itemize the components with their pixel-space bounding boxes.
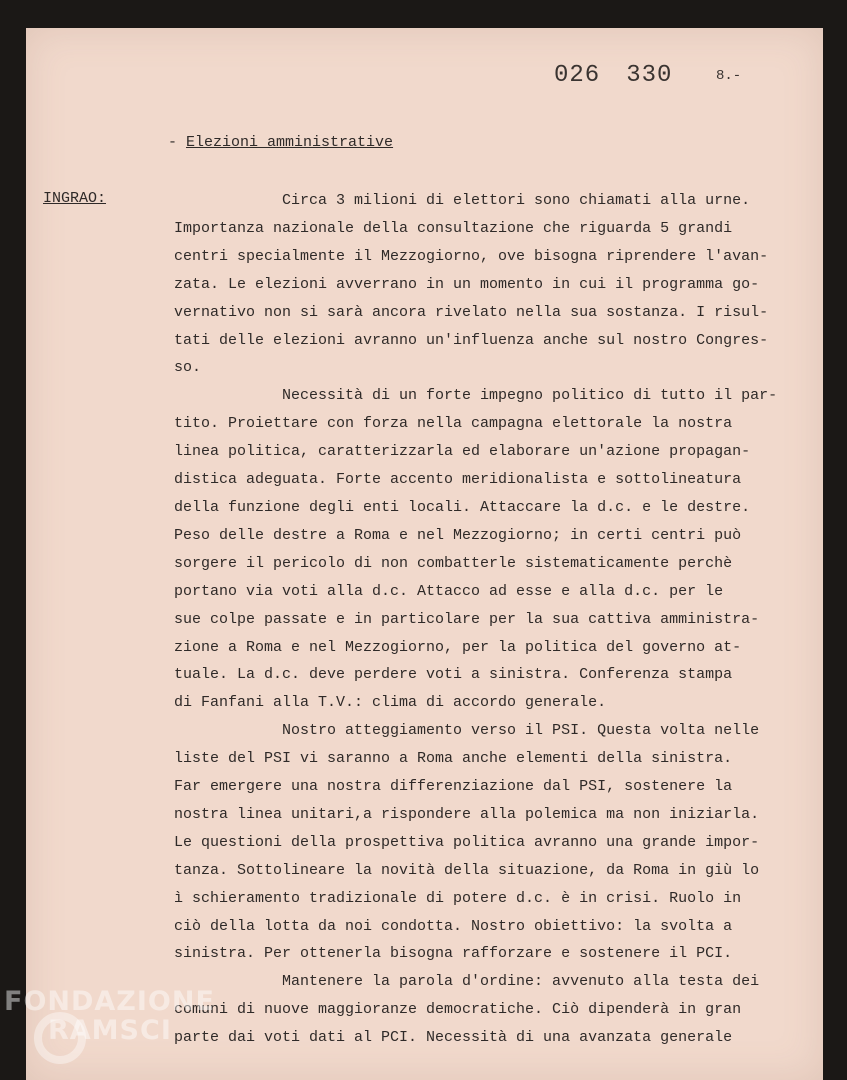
text-line: ì schieramento tradizionale di potere d.c. è in crisi. Ruolo in — [174, 889, 742, 907]
text-line: Mantenere la parola d'ordine: avvenuto alla testa dei — [174, 973, 760, 991]
text-line: parte dai voti dati al PCI. Necessità di una avanzata generale — [174, 1029, 733, 1047]
archive-number — [554, 62, 672, 89]
text-line: Importanza nazionale della consultazione che riguarda 5 grandi — [174, 219, 733, 237]
text-line: zione a Roma e nel Mezzogiorno, per la politica del governo at- — [174, 638, 742, 656]
text-line: vernativo non si sarà ancora rivelato nella sua sostanza. I risul- — [174, 303, 769, 321]
text-line: centri specialmente il Mezzogiorno, ove bisogna riprendere l'avan- — [174, 247, 769, 265]
text-line: Nostro atteggiamento verso il PSI. Questa volta nelle — [174, 722, 760, 740]
text-line: liste del PSI vi saranno a Roma anche elementi della sinistra. — [174, 750, 733, 768]
text-line: portano via voti alla d.c. Attacco ad esse e alla d.c. per le — [174, 582, 724, 600]
text-line: della funzione degli enti locali. Attaccare la d.c. e le destre. — [174, 498, 751, 516]
text-line: Le questioni della prospettiva politica avranno una grande impor- — [174, 833, 760, 851]
logo-line-2: RAMSCI — [48, 1015, 172, 1046]
text-line: di Fanfani alla T.V.: clima di accordo generale. — [174, 694, 607, 712]
text-line: Necessità di un forte impegno politico di tutto il par- — [174, 387, 778, 405]
text-line: comuni di nuove maggioranze democratiche. Ciò dipenderà in gran — [174, 1001, 742, 1019]
text-line: Far emergere una nostra differenziazione dal PSI, sostenere la — [174, 778, 733, 796]
text-line: zata. Le elezioni avverrano in un momento in cui il programma go- — [174, 275, 760, 293]
text-line: sorgere il pericolo di non combatterle sistematicamente perchè — [174, 554, 733, 572]
speaker-label: INGRAO: — [43, 190, 107, 207]
text-line: sue colpe passate e in particolare per la sua cattiva amministra- — [174, 610, 760, 628]
text-line: sinistra. Per ottenerla bisogna rafforzare e sostenere il PCI. — [174, 945, 733, 963]
body-text — [174, 187, 814, 1052]
text-line: tuale. La d.c. deve perdere voti a sinistra. Conferenza stampa — [174, 666, 733, 684]
text-line: tanza. Sottolineare la novità della situazione, da Roma in giù lo — [174, 861, 760, 879]
text-line: ciò della lotta da noi condotta. Nostro obiettivo: la svolta a — [174, 917, 733, 935]
text-line: Circa 3 milioni di elettori sono chiamati alla urne. — [174, 192, 751, 209]
logo-line-1: FONDAZIONE — [4, 986, 215, 1017]
text-line: tati delle elezioni avranno un'influenza anche sul nostro Congres- — [174, 331, 769, 349]
text-line: nostra linea unitari,a rispondere alla polemica ma non iniziarla. — [174, 805, 760, 823]
text-line: linea politica, caratterizzarla ed elaborare un'azione propagan- — [174, 443, 751, 461]
heading-text: Elezioni amministrative — [186, 134, 394, 151]
fondazione-gramsci-logo — [4, 988, 215, 1044]
document-page — [26, 28, 823, 1080]
archive-number-b: 330 — [626, 62, 673, 89]
section-heading — [168, 134, 393, 151]
text-line: Peso delle destre a Roma e nel Mezzogiorno; in certi centri può — [174, 526, 742, 544]
archive-number-a: 026 — [554, 62, 601, 89]
text-line: tito. Proiettare con forza nella campagna elettorale la nostra — [174, 415, 733, 433]
page-number: 8.- — [716, 68, 742, 84]
text-line: so. — [174, 359, 202, 377]
heading-dash: - — [168, 134, 187, 151]
logo-g-icon — [34, 1012, 86, 1064]
text-line: distica adeguata. Forte accento meridionalista e sottolineatura — [174, 471, 742, 489]
